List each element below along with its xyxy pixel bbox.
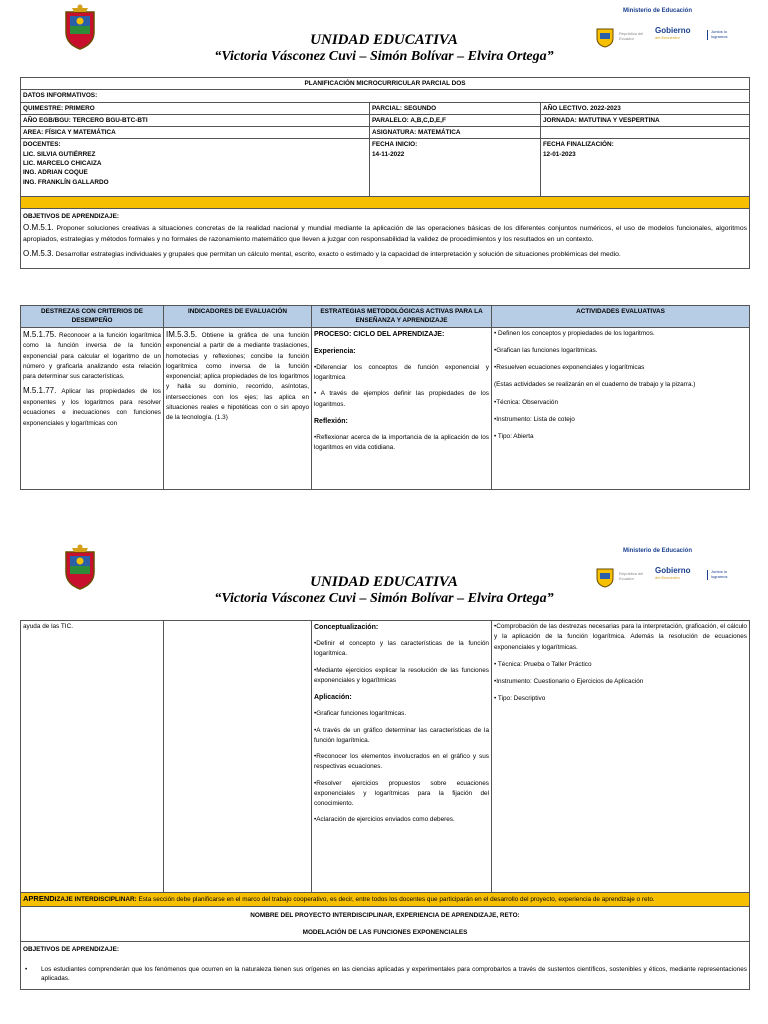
empty-cell	[541, 127, 750, 139]
aplicacion-5: •Aclaración de ejercicios enviados como deberes.	[314, 816, 455, 824]
im535-text: Obtiene la gráfica de una función exponencial a partir de a mediante traslaciones, homotecias y reflexiones; concibe la función logarítmica como inversa de la función exponencial; aplica propiedades de los logaritmos y halla su dominio, recorrido, asíntotas, intersecciones con los ejes; las aplica en situaciones reales e hipotéticas con o sin apoyo de la tecnología. (1.3)	[166, 331, 309, 422]
objetivos-inter-cell	[21, 942, 750, 990]
ministry-label: Ministerio de Educación	[623, 8, 693, 14]
asignatura: ASIGNATURA: MATEMÁTICA	[370, 127, 541, 139]
proyecto-cell	[21, 906, 750, 942]
docentes-cell	[21, 139, 370, 197]
ecuador-shield-icon	[595, 26, 615, 48]
interdisciplinar-text: Esta sección debe planificarse en el marco del trabajo cooperativo, es decir, entre todos los docentes que participarán en el desarrollo del proyecto, experiencia de aprendizaje o reto.	[136, 896, 655, 903]
docente-2: LIC. MARCELO CHICAIZA	[23, 159, 102, 167]
objetivos-label: OBJETIVOS DE APRENDIZAJE:	[23, 213, 119, 221]
destrezas-cont-cell	[21, 621, 164, 893]
fecha-fin-label: FECHA FINALIZACIÓN:	[543, 141, 614, 149]
m5177-code: M.5.1.77.	[23, 386, 57, 396]
actividad-instrumento: •Instrumento: Lista de cotejo	[494, 415, 575, 423]
docentes-label: DOCENTES:	[23, 141, 61, 149]
gold-divider	[21, 197, 750, 209]
aplicacion-label: Aplicación:	[314, 694, 352, 702]
reflexion-label: Reflexión:	[314, 417, 348, 425]
objetivos-inter-label: OBJETIVOS DE APRENDIZAJE:	[23, 946, 119, 954]
actividades-cell	[492, 327, 750, 489]
actividad-tipo: • Tipo: Abierta	[494, 433, 534, 441]
interdisciplinar-label-small: IZAJE INTERDISCIPLINAR:	[54, 896, 137, 903]
ministry-logos-p2	[595, 548, 730, 588]
objetivo-inter-1-text: Los estudiantes comprenderán que los fenómenos que ocurren en la naturaleza tienen sus orígenes en las ciencias aplicadas y experimentales para comprobarlos a través de sustentos científicos, sostenibles y éticos, mediante representaciones aplicadas.	[41, 965, 747, 982]
plan-table-p2	[20, 620, 750, 990]
gobierno-sub: del Encuentro	[655, 575, 680, 580]
destreza-m5175	[23, 329, 161, 383]
col-estrategias: ESTRATEGIAS METODOLÓGICAS ACTIVAS PARA LA ENSEÑANZA Y APRENDIZAJE	[312, 306, 492, 328]
concept-2: •Mediante ejercicios explicar la resolución de las funciones exponenciales y logarítmicas	[314, 666, 489, 684]
actividad-instrumento: •Instrumento: Cuestionario o Ejercicios de Aplicación	[494, 678, 644, 685]
plan-table-p1	[20, 305, 750, 490]
title-line-1: UNIDAD EDUCATIVA	[310, 574, 458, 590]
objetivo-om51	[23, 222, 747, 246]
aplicacion-1: •Graficar funciones logarítmicas.	[314, 710, 407, 718]
destreza-m5177	[23, 385, 161, 429]
info-table	[20, 77, 750, 269]
proyecto-name: MODELACIÓN DE LAS FUNCIONES EXPONENCIALES	[302, 929, 468, 937]
gobierno-label: Gobierno	[655, 26, 691, 35]
objetivos-cell	[21, 209, 750, 269]
interdisciplinar-label-big: APREND	[23, 894, 55, 903]
parcial: PARCIAL: SEGUNDO	[370, 102, 541, 114]
m5175-code: M.5.1.75.	[23, 329, 57, 339]
actividad-4: (Estas actividades se realizarán en el cuaderno de trabajo y la pizarra.)	[494, 381, 696, 389]
ministry-label: Ministerio de Educación	[623, 548, 693, 554]
aplicacion-4: •Resolver ejercicios propuestos sobre ecuaciones exponenciales y logarítmicas para la fijación del conocimiento.	[314, 779, 489, 808]
anio-lectivo: AÑO LECTIVO. 2022-2023	[541, 102, 750, 114]
juntos-label: Juntos lo logramos	[707, 570, 731, 580]
om53-code: O.M.5.3.	[23, 249, 54, 259]
aplicacion-3: •Reconocer los elementos involucrados en el gráfico y sus respectivas ecuaciones.	[314, 753, 489, 771]
page-2	[0, 540, 768, 1024]
indicadores-cell	[164, 327, 312, 489]
om53-text: Desarrollar estrategias individuales y grupales que permitan un cálculo mental, escrito, exacto o estimado y la capacidad de interpretación y solución de situaciones problémicas del medio.	[53, 251, 621, 259]
experiencia-1: •Diferenciar los conceptos de función exponencial y logarítmica	[314, 363, 489, 382]
docente-4: ING. FRANKLÍN GALLARDO	[23, 178, 109, 186]
actividad-tecnica: •Técnica: Observación	[494, 398, 559, 406]
destreza-continuation: ayuda de las TIC.	[23, 623, 73, 630]
interdisciplinar-row	[21, 893, 750, 907]
conceptualizacion-label: Conceptualización:	[314, 624, 379, 631]
proyecto-label: NOMBRE DEL PROYECTO INTERDISCIPLINAR, EXPERIENCIA DE APRENDIZAJE, RETO:	[250, 911, 520, 919]
objetivo-inter-1	[23, 965, 747, 984]
quimestre: QUIMESTRE: PRIMERO	[21, 102, 370, 114]
aplicacion-2: •A través de un gráfico determinar las características de la función logarítmica.	[314, 726, 489, 744]
fecha-fin: 12-01-2023	[543, 150, 576, 158]
m5177-text: Aplicar las propiedades de los exponentes y los logaritmos para resolver ecuaciones e inecuaciones con funciones exponenciales y logarítmicas con	[23, 388, 161, 427]
anio-egb: AÑO EGB/BGU: TERCERO BGU-BTC-BTI	[21, 114, 370, 126]
concept-1: •Definir el concepto y las características de la función logarítmica.	[314, 640, 489, 658]
gobierno-logo	[655, 566, 691, 580]
fecha-fin-cell	[541, 139, 750, 197]
actividad-3: •Resuelven ecuaciones exponenciales y logarítmicas	[494, 364, 645, 372]
juntos-label: Juntos lo logramos	[707, 30, 731, 40]
republica-label: República del Ecuador	[619, 31, 644, 41]
title-line-2: “Victoria Vásconez Cuvi – Simón Bolívar – Elvira Ortega”	[214, 49, 554, 64]
col-actividades: ACTIVIDADES EVALUATIVAS	[492, 306, 750, 328]
paralelo: PARALELO: A,B,C,D,E,F	[370, 114, 541, 126]
estrategias-cell	[312, 327, 492, 489]
ecuador-shield-icon	[595, 566, 615, 588]
fecha-inicio-cell	[370, 139, 541, 197]
page-1	[0, 0, 768, 510]
proceso-label: PROCESO: CICLO DEL APRENDIZAJE:	[314, 330, 445, 338]
m5175-text: Reconocer a la función logarítmica como la función inversa de la función exponencial para calcular el logaritmo de un número y graficarla analizando esta relación para determinar sus características.	[23, 331, 161, 381]
col-destrezas: DESTREZAS CON CRITERIOS DE DESEMPEÑO	[21, 306, 164, 328]
fecha-inicio-label: FECHA INICIO:	[372, 141, 418, 149]
title-line-2: “Victoria Vásconez Cuvi – Simón Bolívar – Elvira Ortega”	[214, 591, 554, 606]
gobierno-logo	[655, 26, 691, 40]
experiencia-label: Experiencia:	[314, 347, 356, 355]
fecha-inicio: 14-11-2022	[372, 150, 405, 158]
actividad-tecnica: • Técnica: Prueba o Taller Práctico	[494, 660, 592, 668]
im535-code: IM.5.3.5.	[166, 329, 198, 339]
actividad-comprobacion: •Comprobación de las destrezas necesarias para la interpretación, graficación, el cálculo y la aplicación de la función logarítmica. Además la resolución de ecuaciones exponenciales y logarítmicas.	[494, 623, 747, 651]
reflexion-1: •Reflexionar acerca de la importancia de la aplicación de los logaritmos en vida cotidiana.	[314, 434, 489, 452]
ministry-logos	[595, 8, 730, 48]
estrategias-cont-cell	[312, 621, 492, 893]
om51-text: Proponer soluciones creativas a situaciones concretas de la realidad nacional y mundial mediante la aplicación de las operaciones básicas de los diferentes conjuntos numéricos, el uso de modelos funcionales, algoritmos apropiados, estrategias y métodos formales y no formales de razonamiento matemático que lleven a juzgar con responsabilidad la validez de procedimientos y los resultados en un contexto.	[23, 224, 748, 243]
actividad-2: •Grafican las funciones logarítmicas.	[494, 346, 598, 354]
col-indicadores: INDICADORES DE EVALUACIÓN	[164, 306, 312, 328]
actividad-tipo: • Tipo: Descriptivo	[494, 695, 546, 703]
indicadores-cont-cell	[164, 621, 312, 893]
republica-label: República del Ecuador	[619, 571, 644, 581]
gobierno-sub: del Encuentro	[655, 35, 680, 40]
datos-label: DATOS INFORMATIVOS:	[21, 90, 750, 102]
jornada: JORNADA: MATUTINA Y VESPERTINA	[541, 114, 750, 126]
area: AREA: FÍSICA Y MATEMÁTICA	[21, 127, 370, 139]
title-line-1: UNIDAD EDUCATIVA	[310, 32, 458, 48]
docente-1: LIC. SILVIA GUTIÉRREZ	[23, 150, 96, 158]
plan-title: PLANIFICACIÓN MICROCURRICULAR PARCIAL DOS	[21, 78, 750, 90]
docente-3: ING. ADRIAN COQUE	[23, 169, 88, 177]
gobierno-label: Gobierno	[655, 566, 691, 575]
om51-code: O.M.5.1.	[23, 222, 54, 232]
actividades-cont-cell	[492, 621, 750, 893]
destrezas-cell	[21, 327, 164, 489]
bullet-icon: •	[25, 965, 28, 973]
actividad-1: • Definen los conceptos y propiedades de los logaritmos.	[494, 329, 655, 337]
objetivo-om53	[23, 248, 747, 261]
experiencia-2: • A través de ejemplos definir las propiedades de los logaritmos.	[314, 390, 489, 408]
